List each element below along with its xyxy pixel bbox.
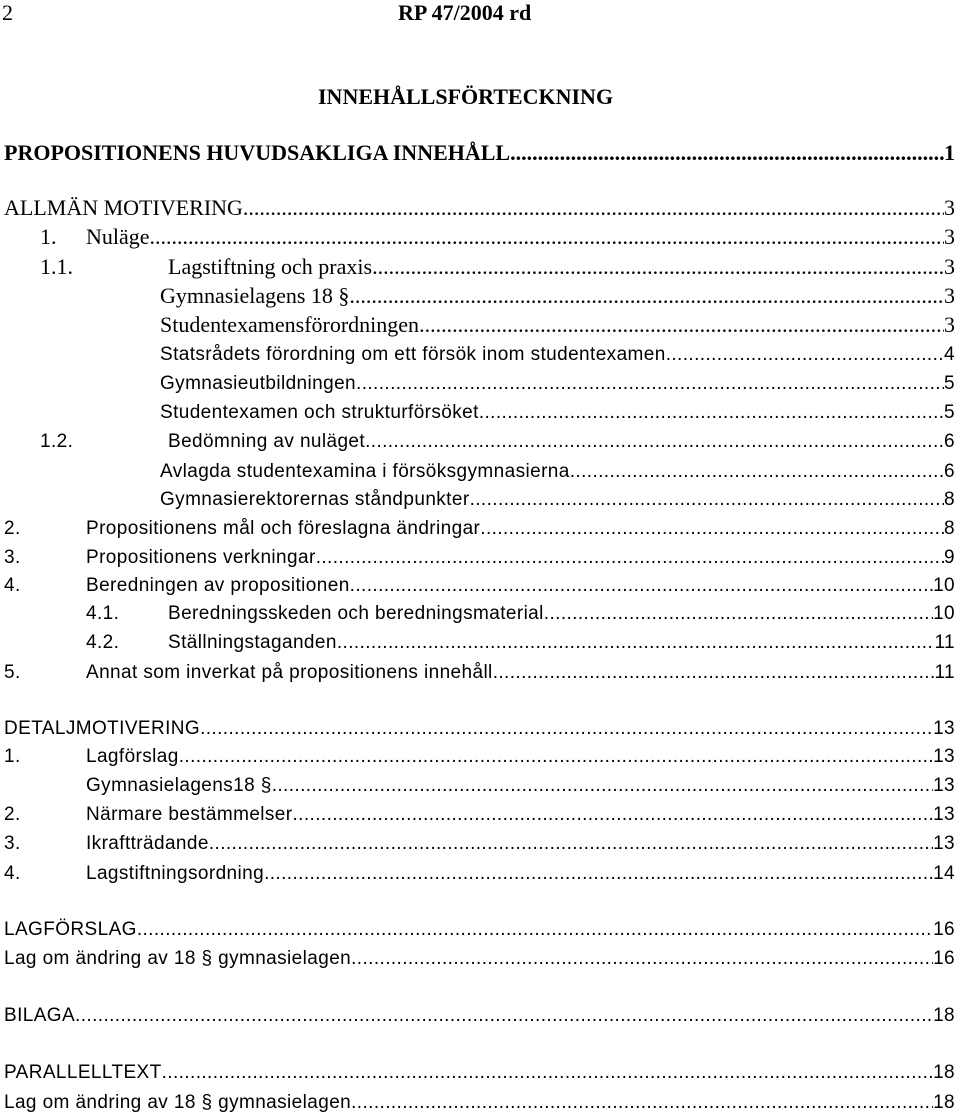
toc-entry-page: 14 [933, 863, 955, 884]
toc-entry[interactable] [0, 861, 955, 887]
toc-entry[interactable] [0, 224, 955, 250]
toc-entry-number: 4.2. [86, 632, 120, 653]
toc-entry-title: Statsrådets förordning om ett försök inom studentexamen [160, 344, 666, 365]
toc-dot-leader [293, 802, 934, 828]
toc-dot-leader [666, 342, 944, 368]
toc-entry[interactable] [0, 716, 955, 742]
toc-entry-number: 1. [40, 224, 57, 249]
toc-entry-page: 13 [933, 804, 955, 825]
toc-entry-number: 1. [4, 746, 21, 767]
toc-entry-page: 8 [944, 489, 955, 510]
toc-entry-page: 18 [933, 1092, 955, 1113]
toc-entry[interactable] [0, 400, 955, 426]
toc-dot-leader [337, 630, 935, 656]
toc-entry-page: 11 [934, 662, 955, 683]
toc-entry-title: Annat som inverkat på propositionens innehåll [86, 662, 493, 683]
toc-entry-page: 1 [944, 140, 955, 165]
toc-entry-number: 4.1. [86, 603, 120, 624]
toc-entry[interactable] [0, 802, 955, 828]
toc-entry-title: Ställningstaganden [168, 632, 337, 653]
toc-entry[interactable] [0, 371, 955, 397]
toc-entry-number: 5. [4, 662, 21, 683]
toc-entry-page: 3 [944, 283, 955, 308]
toc-entry-title: ALLMÄN MOTIVERING [4, 195, 243, 220]
toc-entry-page: 13 [933, 718, 955, 739]
toc-dot-leader [209, 831, 933, 857]
toc-dot-leader [372, 254, 944, 280]
toc-entry-number: 4. [4, 575, 21, 596]
toc-dot-leader [493, 660, 935, 686]
toc-entry-title: Lagstiftning och praxis [168, 254, 373, 279]
toc-entry[interactable] [0, 744, 955, 770]
toc-dot-leader [479, 400, 944, 426]
toc-entry-number: 3. [4, 547, 21, 568]
toc-dot-leader [510, 140, 944, 166]
toc-entry[interactable] [0, 140, 955, 166]
toc-dot-leader [150, 224, 944, 250]
toc-dot-leader [349, 283, 944, 309]
toc-dot-leader [470, 487, 944, 513]
toc-entry-title: Lagstiftningsordning [86, 863, 265, 884]
toc-entry-title: Nuläge [86, 224, 150, 249]
toc-entry-title: Beredningsskeden och beredningsmaterial [168, 603, 544, 624]
toc-dot-leader [137, 917, 933, 943]
toc-dot-leader [570, 459, 944, 485]
toc-entry-title: Propositionens verkningar [86, 547, 316, 568]
toc-dot-leader [480, 516, 944, 542]
toc-entry[interactable] [0, 283, 955, 309]
toc-entry[interactable] [0, 195, 955, 221]
toc-entry-page: 3 [944, 312, 955, 337]
toc-entry-number: 3. [4, 833, 21, 854]
toc-dot-leader [200, 716, 933, 742]
toc-entry-number: 2. [4, 518, 21, 539]
toc-entry-title: PARALLELLTEXT [4, 1062, 162, 1083]
toc-entry[interactable] [0, 516, 955, 542]
toc-entry[interactable] [0, 601, 955, 627]
toc-entry-title: LAGFÖRSLAG [4, 919, 137, 940]
toc-dot-leader [419, 312, 944, 338]
toc-entry[interactable] [0, 254, 955, 280]
toc-entry[interactable] [0, 917, 955, 943]
toc-entry-title: Lag om ändring av 18 § gymnasielagen [4, 948, 352, 969]
toc-entry-title: Beredningen av propositionen [86, 575, 350, 596]
toc-entry-page: 6 [944, 461, 955, 482]
toc-entry-page: 3 [944, 224, 955, 249]
toc-dot-leader [356, 371, 944, 397]
toc-entry[interactable] [0, 946, 955, 972]
toc-entry-page: 10 [933, 603, 955, 624]
toc-dot-leader [243, 195, 944, 221]
toc-dot-leader [365, 429, 944, 455]
toc-entry[interactable] [0, 545, 955, 571]
toc-dot-leader [179, 744, 933, 770]
toc-entry-page: 6 [944, 431, 955, 452]
toc-entry-title: Lag om ändring av 18 § gymnasielagen [4, 1092, 352, 1113]
toc-entry-page: 3 [944, 195, 955, 220]
toc-dot-leader [544, 601, 933, 627]
toc-entry-page: 16 [933, 919, 955, 940]
toc-title: INNEHÅLLSFÖRTECKNING [318, 84, 614, 109]
toc-dot-leader [351, 1090, 933, 1116]
toc-entry-title: Propositionens mål och föreslagna ändringar [86, 518, 481, 539]
toc-entry-page: 4 [944, 344, 955, 365]
toc-entry-page: 5 [944, 373, 955, 394]
toc-entry[interactable] [0, 1090, 955, 1116]
toc-entry-page: 18 [933, 1062, 955, 1083]
toc-entry-title: Gymnasierektorernas ståndpunkter [160, 489, 470, 510]
page-number: 2 [2, 0, 13, 25]
toc-dot-leader [264, 861, 933, 887]
toc-entry-title: Avlagda studentexamina i försöksgymnasierna [160, 461, 570, 482]
toc-entry-number: 1.1. [40, 254, 73, 279]
toc-entry-page: 9 [944, 547, 955, 568]
toc-entry-title: Ikraftträdande [86, 833, 209, 854]
toc-entry-title: Studentexamensförordningen [160, 312, 420, 337]
toc-dot-leader [350, 573, 933, 599]
toc-entry-number: 4. [4, 863, 21, 884]
toc-entry-title: PROPOSITIONENS HUVUDSAKLIGA INNEHÅLL [4, 140, 511, 165]
toc-dot-leader [162, 1060, 933, 1086]
toc-entry[interactable] [0, 487, 955, 513]
toc-entry-title: BILAGA [4, 1005, 76, 1026]
toc-dot-leader [272, 773, 933, 799]
toc-entry-title: Närmare bestämmelser [86, 804, 293, 825]
toc-entry-page: 3 [944, 254, 955, 279]
toc-entry-title: Bedömning av nuläget [168, 431, 366, 452]
toc-entry[interactable] [0, 630, 955, 656]
document-reference: RP 47/2004 rd [398, 0, 532, 25]
toc-entry-page: 10 [933, 575, 955, 596]
toc-entry-page: 13 [933, 775, 955, 796]
toc-entry[interactable] [0, 1060, 955, 1086]
toc-entry-title: Gymnasielagens 18 § [160, 283, 350, 308]
toc-entry-page: 8 [944, 518, 955, 539]
toc-entry-page: 16 [933, 948, 955, 969]
toc-entry-title: Lagförslag [86, 746, 179, 767]
toc-entry[interactable] [0, 429, 955, 455]
toc-entry[interactable] [0, 459, 955, 485]
toc-entry-title: Studentexamen och strukturförsöket [160, 402, 479, 423]
toc-entry-title: Gymnasielagens18 § [86, 775, 272, 796]
toc-dot-leader [351, 946, 933, 972]
toc-entry-page: 18 [933, 1005, 955, 1026]
toc-entry-page: 11 [934, 632, 955, 653]
toc-entry-page: 5 [944, 402, 955, 423]
toc-entry[interactable] [0, 1003, 955, 1029]
toc-entry-title: Gymnasieutbildningen [160, 373, 357, 394]
toc-dot-leader [75, 1003, 933, 1029]
toc-entry-number: 1.2. [40, 431, 74, 452]
toc-dot-leader [316, 545, 944, 571]
toc-entry-page: 13 [933, 746, 955, 767]
toc-entry[interactable] [0, 831, 955, 857]
toc-entry[interactable] [0, 660, 955, 686]
toc-entry[interactable] [0, 773, 955, 799]
toc-entry-page: 13 [933, 833, 955, 854]
toc-entry[interactable] [0, 312, 955, 338]
toc-entry-number: 2. [4, 804, 21, 825]
toc-entry-title: DETALJMOTIVERING [4, 718, 201, 739]
toc-entry[interactable] [0, 573, 955, 599]
toc-entry[interactable] [0, 342, 955, 368]
